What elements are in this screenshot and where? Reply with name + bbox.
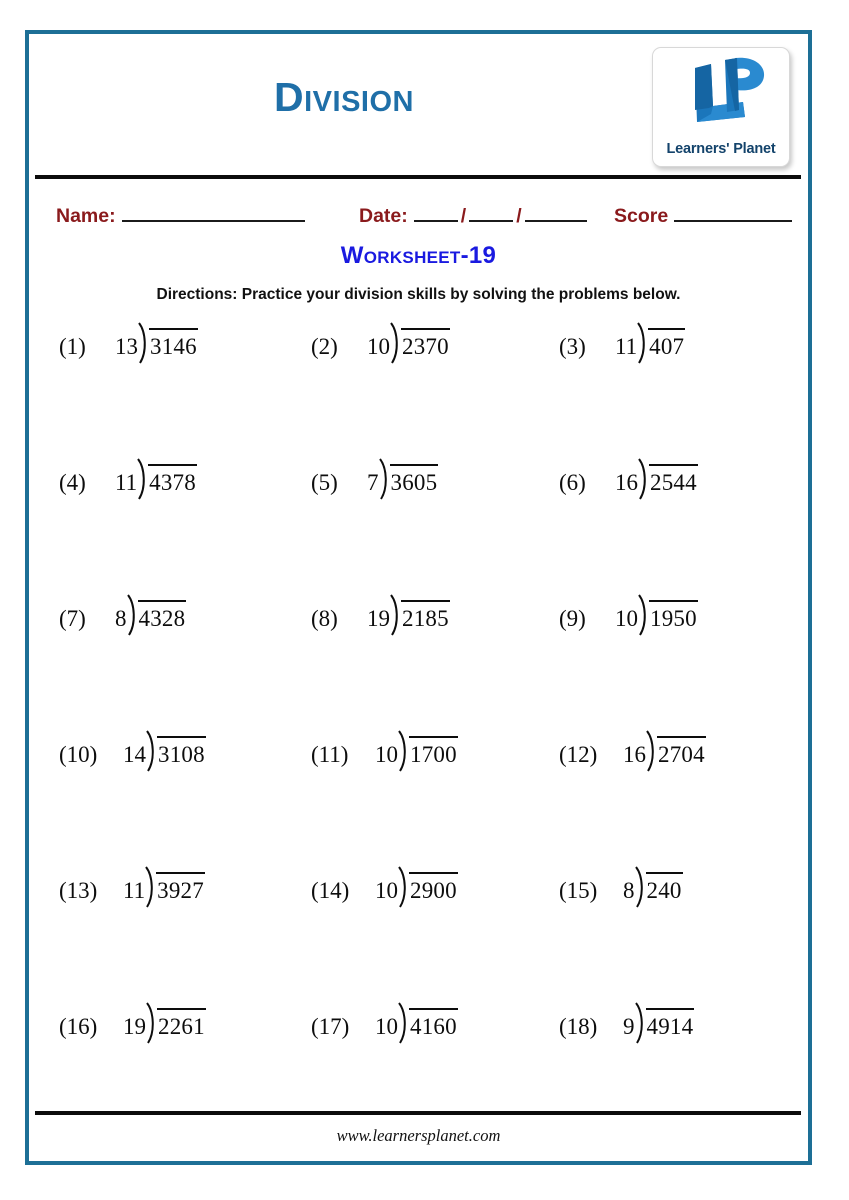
- problem-item[interactable]: [311, 594, 450, 636]
- problem-item[interactable]: [59, 866, 205, 908]
- problem-number: (6): [559, 470, 586, 495]
- problem-number: (16): [59, 1014, 98, 1039]
- division-bracket-icon: [638, 594, 649, 636]
- problem-item[interactable]: [559, 322, 685, 364]
- dividend: 3146: [149, 328, 198, 364]
- long-division-expression: [355, 322, 450, 364]
- dividend: 4378: [148, 464, 197, 500]
- problem-number: (5): [311, 470, 338, 495]
- problem-number: (4): [59, 470, 86, 495]
- dividend: 240: [646, 872, 683, 908]
- divisor: 10: [375, 1014, 398, 1039]
- problem-number: (11): [311, 742, 349, 767]
- date-field-group: [359, 204, 587, 228]
- dividend: 4914: [646, 1008, 695, 1044]
- date-month-blank[interactable]: [469, 204, 513, 222]
- divisor: 10: [615, 606, 638, 631]
- problem-row: [29, 594, 808, 730]
- problem-item[interactable]: [311, 458, 438, 500]
- problems-grid: [29, 322, 808, 1138]
- problem-item[interactable]: [311, 1002, 458, 1044]
- directions-text: Directions: Practice your division skills by solving the problems below.: [156, 286, 681, 303]
- divisor: 8: [115, 606, 127, 631]
- division-bracket-icon: [145, 866, 156, 908]
- long-division-expression: [103, 458, 197, 500]
- long-division-expression: [603, 322, 685, 364]
- score-label: Score: [614, 205, 669, 227]
- problem-number: (10): [59, 742, 98, 767]
- dividend: 2185: [401, 600, 450, 636]
- problem-row: [29, 1002, 808, 1138]
- date-year-blank[interactable]: [525, 204, 587, 222]
- dividend: 1950: [649, 600, 698, 636]
- problem-item[interactable]: [59, 1002, 206, 1044]
- divisor: 8: [623, 878, 635, 903]
- problem-number: (18): [559, 1014, 598, 1039]
- dividend: 2544: [649, 464, 698, 500]
- division-bracket-icon: [635, 1002, 646, 1044]
- long-division-expression: [611, 730, 706, 772]
- division-bracket-icon: [646, 730, 657, 772]
- date-label: Date:: [359, 205, 408, 227]
- page-header: [29, 34, 808, 175]
- date-separator-1: /: [460, 205, 467, 227]
- dividend: 407: [648, 328, 685, 364]
- division-bracket-icon: [398, 1002, 409, 1044]
- problem-row: [29, 866, 808, 1002]
- problem-number: (15): [559, 878, 598, 903]
- long-division-expression: [355, 458, 438, 500]
- long-division-expression: [611, 866, 683, 908]
- long-division-expression: [111, 730, 206, 772]
- divisor: 7: [367, 470, 379, 495]
- problem-row: [29, 730, 808, 866]
- division-bracket-icon: [390, 594, 401, 636]
- long-division-expression: [103, 594, 186, 636]
- problem-number: (7): [59, 606, 86, 631]
- division-bracket-icon: [637, 322, 648, 364]
- dividend: 4160: [409, 1008, 458, 1044]
- logo-caption: Learners' Planet: [666, 141, 776, 157]
- date-day-blank[interactable]: [414, 204, 458, 222]
- long-division-expression: [603, 594, 698, 636]
- brand-logo: [652, 47, 790, 167]
- divisor: 11: [115, 470, 138, 495]
- name-field-group: [56, 204, 305, 228]
- division-bracket-icon: [146, 730, 157, 772]
- score-field-group: [614, 204, 792, 228]
- division-bracket-icon: [146, 1002, 157, 1044]
- divisor: 16: [615, 470, 638, 495]
- name-label: Name:: [56, 205, 116, 227]
- score-input-blank[interactable]: [674, 204, 792, 222]
- problem-row: [29, 322, 808, 458]
- divisor: 11: [123, 878, 146, 903]
- worksheet-page: [25, 30, 812, 1165]
- header-divider: [35, 175, 801, 179]
- divisor: 19: [123, 1014, 146, 1039]
- dividend: 3605: [390, 464, 439, 500]
- footer-url[interactable]: www.learnersplanet.com: [336, 1126, 501, 1145]
- problem-item[interactable]: [59, 594, 186, 636]
- long-division-expression: [111, 1002, 206, 1044]
- dividend: 3108: [157, 736, 206, 772]
- problem-item[interactable]: [59, 730, 206, 772]
- problem-number: (9): [559, 606, 586, 631]
- lp-monogram-icon: [653, 54, 789, 132]
- problem-number: (1): [59, 334, 86, 359]
- problem-item[interactable]: [59, 458, 197, 500]
- long-division-expression: [103, 322, 198, 364]
- division-bracket-icon: [137, 458, 148, 500]
- problem-number: (12): [559, 742, 598, 767]
- problem-item[interactable]: [311, 322, 450, 364]
- divisor: 13: [115, 334, 138, 359]
- problem-number: (2): [311, 334, 338, 359]
- dividend: 2704: [657, 736, 706, 772]
- problem-item[interactable]: [311, 730, 458, 772]
- student-info-row: [29, 204, 808, 236]
- division-bracket-icon: [138, 322, 149, 364]
- long-division-expression: [111, 866, 205, 908]
- long-division-expression: [603, 458, 698, 500]
- problem-item[interactable]: [559, 866, 683, 908]
- long-division-expression: [363, 730, 458, 772]
- problem-item[interactable]: [59, 322, 198, 364]
- problem-number: (3): [559, 334, 586, 359]
- name-input-blank[interactable]: [122, 204, 305, 222]
- long-division-expression: [611, 1002, 694, 1044]
- dividend: 2370: [401, 328, 450, 364]
- division-bracket-icon: [638, 458, 649, 500]
- division-bracket-icon: [390, 322, 401, 364]
- division-bracket-icon: [127, 594, 138, 636]
- page-title: Division: [274, 74, 414, 120]
- problem-item[interactable]: [559, 458, 698, 500]
- problem-number: (17): [311, 1014, 350, 1039]
- divisor: 14: [123, 742, 146, 767]
- division-bracket-icon: [635, 866, 646, 908]
- division-bracket-icon: [379, 458, 390, 500]
- division-bracket-icon: [398, 730, 409, 772]
- divisor: 9: [623, 1014, 635, 1039]
- dividend: 4328: [138, 600, 187, 636]
- dividend: 3927: [156, 872, 205, 908]
- dividend: 2900: [409, 872, 458, 908]
- date-separator-2: /: [516, 205, 522, 227]
- problem-number: (14): [311, 878, 350, 903]
- divisor: 19: [367, 606, 390, 631]
- divisor: 16: [623, 742, 646, 767]
- footer-divider: [35, 1111, 801, 1115]
- divisor: 10: [375, 878, 398, 903]
- problem-item[interactable]: [311, 866, 458, 908]
- problem-item[interactable]: [559, 730, 706, 772]
- division-bracket-icon: [398, 866, 409, 908]
- worksheet-number: Worksheet-19: [340, 242, 497, 269]
- long-division-expression: [363, 866, 458, 908]
- dividend: 2261: [157, 1008, 206, 1044]
- problem-item[interactable]: [559, 1002, 694, 1044]
- problem-item[interactable]: [559, 594, 698, 636]
- problem-number: (8): [311, 606, 338, 631]
- divisor: 11: [615, 334, 638, 359]
- long-division-expression: [355, 594, 450, 636]
- divisor: 10: [375, 742, 398, 767]
- problem-row: [29, 458, 808, 594]
- divisor: 10: [367, 334, 390, 359]
- long-division-expression: [363, 1002, 458, 1044]
- dividend: 1700: [409, 736, 458, 772]
- problem-number: (13): [59, 878, 98, 903]
